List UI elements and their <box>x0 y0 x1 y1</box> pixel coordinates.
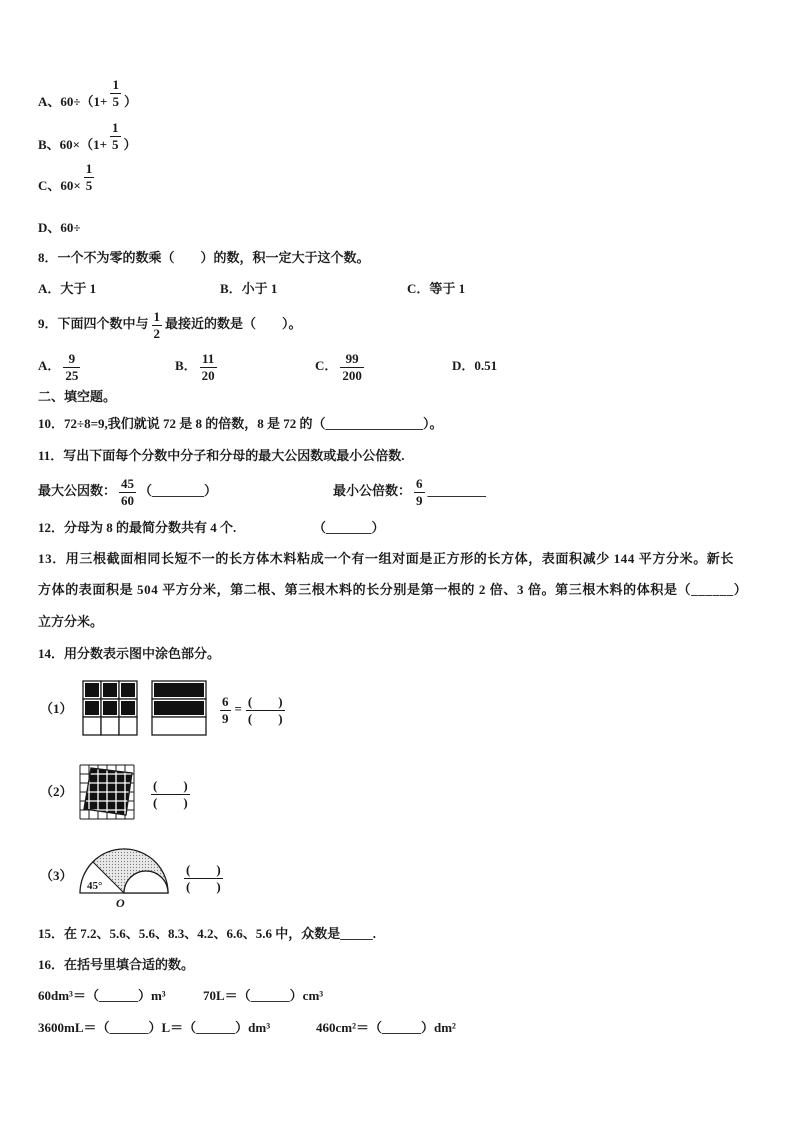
q14-part-1-label: （1） <box>40 701 73 716</box>
option-prefix: D、60÷ <box>38 220 81 235</box>
q8-option-a: A．大于 1 <box>38 281 97 296</box>
option-label: B． <box>175 358 197 373</box>
semicircle-figure <box>78 845 178 909</box>
band-fill <box>154 701 204 715</box>
q7-option-d <box>38 220 81 236</box>
option-suffix: ） <box>123 137 137 152</box>
fraction-denominator: 5 <box>112 137 119 152</box>
fraction-denominator: 200 <box>342 367 362 383</box>
option-prefix: A、60÷（1+ <box>38 94 108 109</box>
q16-item-1: 60dm³＝（______）m³ <box>38 988 166 1003</box>
gcd-label: 最大公因数： <box>38 483 117 498</box>
answer-blank: _________ <box>427 483 487 498</box>
q15-text: 15．在 7.2、5.6、5.6、8.3、4.2、6.6、5.6 中，众数是_____. <box>38 926 377 941</box>
q9-option-a <box>38 350 83 383</box>
fraction-denominator: 20 <box>201 367 215 383</box>
grid-cell-fill <box>85 683 99 697</box>
grid-cell-fill <box>85 701 99 715</box>
lcm-label: 最小公倍数： <box>333 483 412 498</box>
fraction <box>63 352 80 383</box>
fraction <box>119 477 136 508</box>
option-prefix: C、60× <box>38 178 81 193</box>
fraction <box>84 162 95 193</box>
grid-cell-blank <box>119 717 137 735</box>
fraction-six-ninths <box>220 695 231 726</box>
fraction-numerator: 99 <box>345 350 359 366</box>
q13-line-3: 立方分米。 <box>38 614 104 629</box>
q14-stem: 14．用分数表示图中涂色部分。 <box>38 646 221 661</box>
grid-cell-fill <box>121 683 135 697</box>
fraction <box>110 121 121 152</box>
answer-fraction <box>151 779 190 810</box>
fraction-numerator: 11 <box>202 350 215 366</box>
grid-cell-blank <box>101 717 119 735</box>
fraction-numerator: 6 <box>416 475 423 491</box>
band-blank <box>152 717 206 735</box>
q11-stem: 11．写出下面每个分数中分子和分母的最大公因数或最小公倍数. <box>38 448 405 463</box>
angle-label: 45° <box>87 880 103 892</box>
answer-fraction <box>246 695 285 726</box>
fraction-denominator: 5 <box>112 94 119 109</box>
grid-cell-fill <box>103 701 117 715</box>
q14-part-1-expression <box>217 693 288 726</box>
q8-stem: 8．一个不为零的数乘（ ）的数，积一定大于这个数。 <box>38 250 370 265</box>
q12-stem: 12．分母为 8 的最简分数共有 4 个. <box>38 520 237 535</box>
q9-option-b <box>175 350 220 383</box>
fraction-numerator: 1 <box>153 308 161 324</box>
q9-stem <box>38 308 302 341</box>
fraction-denominator: 9 <box>416 492 423 508</box>
q13-line-1: 13．用三根截面相同长短不一的长方体木料粘成一个有一组对面是正方形的长方体，表面积减少 144 平方分米。新长 <box>38 551 735 566</box>
fraction <box>340 352 364 383</box>
q8-option-b: B．小于 1 <box>220 281 278 296</box>
q16-stem: 16．在括号里填合适的数。 <box>38 957 195 972</box>
q16-item-4: 460cm²＝（______）dm² <box>316 1020 456 1035</box>
answer-fraction <box>184 863 223 894</box>
option-suffix: ） <box>123 94 137 109</box>
fraction-numerator: 9 <box>68 350 76 366</box>
fraction-denominator: 60 <box>121 492 135 508</box>
fraction-denominator: 25 <box>65 367 79 383</box>
option-label: A． <box>38 358 61 373</box>
fraction-denominator: 9 <box>222 710 229 726</box>
band-fill <box>154 683 204 697</box>
q7-option-a <box>38 77 137 110</box>
section-title: 二、填空题。 <box>38 389 117 404</box>
tilted-square-grid-figure <box>79 764 136 821</box>
q11-gcd <box>38 475 218 508</box>
center-label: O <box>116 896 125 909</box>
q14-part-3-answer <box>181 861 226 894</box>
q14-part-3-label: （3） <box>40 868 73 883</box>
answer-denominator-blank: ( ) <box>247 710 283 726</box>
q14-part-2-answer <box>148 777 193 810</box>
q7-option-b <box>38 120 137 153</box>
fraction <box>110 78 121 109</box>
q14-part-2-label: （2） <box>40 784 73 799</box>
fraction-numerator: 45 <box>121 475 135 491</box>
q11-lcm <box>333 475 487 508</box>
q10-text: 10．72÷8=9,我们就说 72 是 8 的倍数，8 是 72 的（_______________）。 <box>38 416 443 431</box>
stem-text: 最接近的数是（ ）。 <box>165 316 302 331</box>
q12-answer-blank: （_______） <box>313 520 385 535</box>
fraction <box>200 352 217 383</box>
q16-item-2: 70L＝（______）cm³ <box>203 988 324 1003</box>
answer-numerator-blank: ( ) <box>186 861 221 877</box>
fraction-numerator: 1 <box>112 77 119 92</box>
answer-numerator-blank: ( ) <box>153 777 188 793</box>
q16-item-3: 3600mL＝（______）L＝（______）dm³ <box>38 1020 271 1035</box>
stem-text: 9．下面四个数中与 <box>38 316 149 331</box>
q7-option-c <box>38 161 97 194</box>
q9-option-c <box>315 350 367 383</box>
option-label: C． <box>315 358 338 373</box>
grid-cell-fill <box>121 701 135 715</box>
fraction-one-half <box>152 310 163 341</box>
equals-sign: = <box>234 701 242 716</box>
shaded-bands-figure <box>151 680 207 736</box>
fraction-numerator: 1 <box>112 120 119 135</box>
fraction <box>414 477 425 508</box>
q13-line-2: 方体的表面积是 504 平方分米，第二根、第三根木料的长分别是第一根的 2 倍、3 倍。第三根木料的体积是（______） <box>38 582 748 597</box>
shaded-square-grid-figure <box>82 680 138 736</box>
grid-cell-blank <box>83 717 101 735</box>
answer-denominator-blank: ( ) <box>186 878 221 894</box>
fraction-denominator: 2 <box>153 325 161 341</box>
fraction-numerator: 6 <box>222 693 229 709</box>
answer-denominator-blank: ( ) <box>153 794 188 810</box>
grid-cell-fill <box>103 683 117 697</box>
answer-numerator-blank: ( ) <box>247 693 283 709</box>
q8-option-c: C．等于 1 <box>407 281 466 296</box>
q9-option-d: D．0.51 <box>452 358 498 373</box>
fraction-numerator: 1 <box>85 161 93 176</box>
option-prefix: B、60×（1+ <box>38 137 107 152</box>
fraction-denominator: 5 <box>85 178 93 193</box>
answer-blank: （________） <box>139 483 218 498</box>
